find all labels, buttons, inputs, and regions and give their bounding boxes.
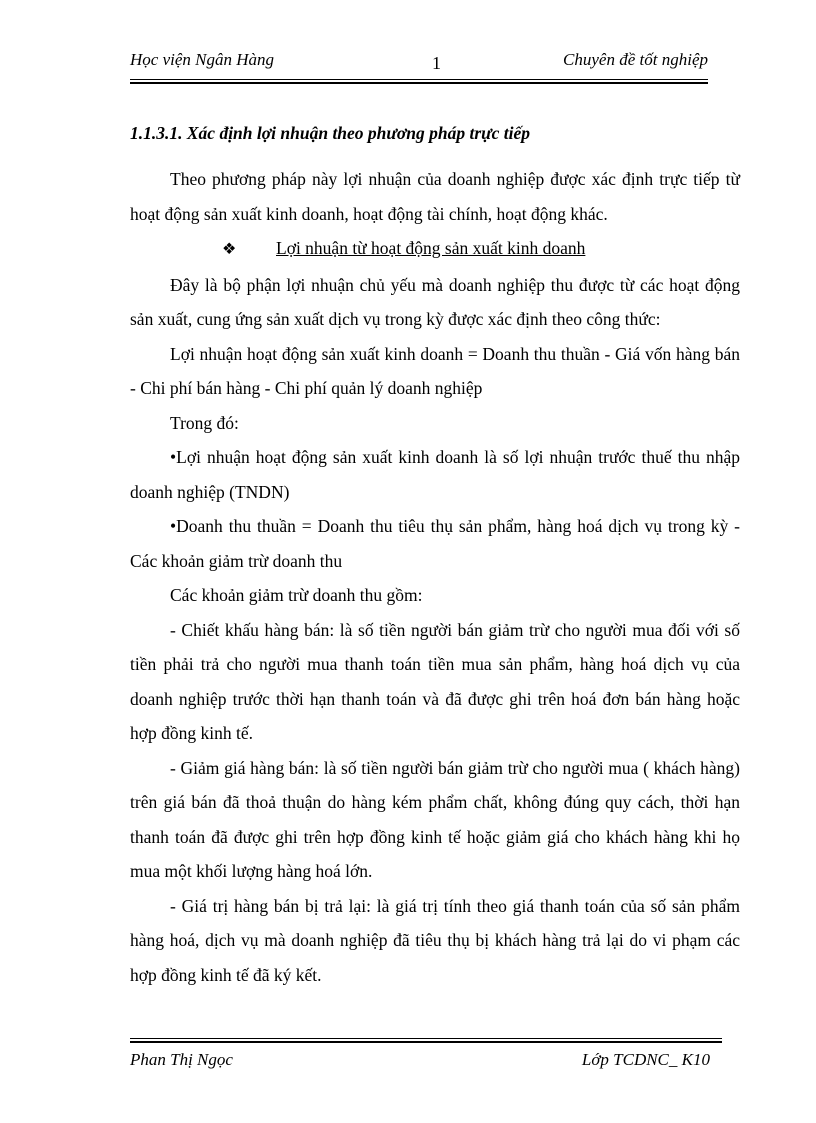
paragraph-definition: Đây là bộ phận lợi nhuận chủ yếu mà doanh nghiệp thu được từ các hoạt động sản xuất, cung ứng sản xuất dịch vụ trong kỳ được xác định theo công thức: (130, 274, 740, 329)
diamond-bullet-icon: ❖ (222, 241, 237, 258)
bullet-item: •Lợi nhuận hoạt động sản xuất kinh doanh là số lợi nhuận trước thuế thu nhập doanh nghiệp (TNDN) (130, 447, 740, 502)
footer-divider (130, 1038, 722, 1043)
page-number: 1 (432, 53, 441, 73)
list-item: - Giá trị hàng bán bị trả lại: là giá trị tính theo giá thanh toán của số sản phẩm hàng hoá, dịch vụ mà doanh nghiệp đã tiêu thụ bị khách hàng trả lại do vi phạm các hợp đồng kinh tế đã ký kết. (130, 895, 740, 985)
paragraph-formula: Lợi nhuận hoạt động sản xuất kinh doanh = Doanh thu thuần - Giá vốn hàng bán - Chi phí bán hàng - Chi phí quản lý doanh nghiệp (130, 343, 740, 398)
footer-author: Phan Thị Ngọc (130, 1050, 233, 1069)
list-item: - Chiết khấu hàng bán: là số tiền người bán giảm trừ cho người mua đối với số tiền phải trả cho người mua thanh toán tiền mua sản phẩm, hàng hoá dịch vụ của doanh nghiệp trước thời hạn thanh toán và đã được ghi trên hoá đơn bán hàng hoặc hợp đồng kinh tế. (130, 619, 740, 743)
page-body (130, 118, 740, 992)
subheading-label: Lợi nhuận từ hoạt động sản xuất kinh doanh (276, 238, 586, 258)
header-institution: Học viện Ngân Hàng (130, 50, 275, 69)
section-title: 1.1.3.1. Xác định lợi nhuận theo phương pháp trực tiếp (130, 123, 531, 143)
footer-class: Lớp TCDNC_ K10 (581, 1050, 710, 1069)
paragraph-deductions-intro: Các khoản giảm trừ doanh thu gồm: (170, 585, 423, 605)
page-header (130, 50, 708, 74)
header-divider (130, 79, 708, 84)
page-footer (130, 1050, 710, 1074)
list-item: - Giảm giá hàng bán: là số tiền người bán giảm trừ cho người mua ( khách hàng) trên giá bán đã thoả thuận do hàng kém phẩm chất, không đúng quy cách, thời hạn thanh toán đã được ghi trên hợp đồng kinh tế hoặc giảm giá cho khách hàng khi họ mua một khối lượng hàng hoá lớn. (130, 757, 740, 881)
header-doc-type: Chuyên đề tốt nghiệp (563, 50, 708, 69)
paragraph-intro: Theo phương pháp này lợi nhuận của doanh nghiệp được xác định trực tiếp từ hoạt động sản xuất kinh doanh, hoạt động tài chính, hoạt động khác. (130, 169, 740, 224)
bullet-item: •Doanh thu thuần = Doanh thu tiêu thụ sản phẩm, hàng hoá dịch vụ trong kỳ - Các khoản giảm trừ doanh thu (130, 516, 740, 571)
paragraph-where: Trong đó: (170, 412, 239, 433)
subheading (130, 231, 740, 268)
